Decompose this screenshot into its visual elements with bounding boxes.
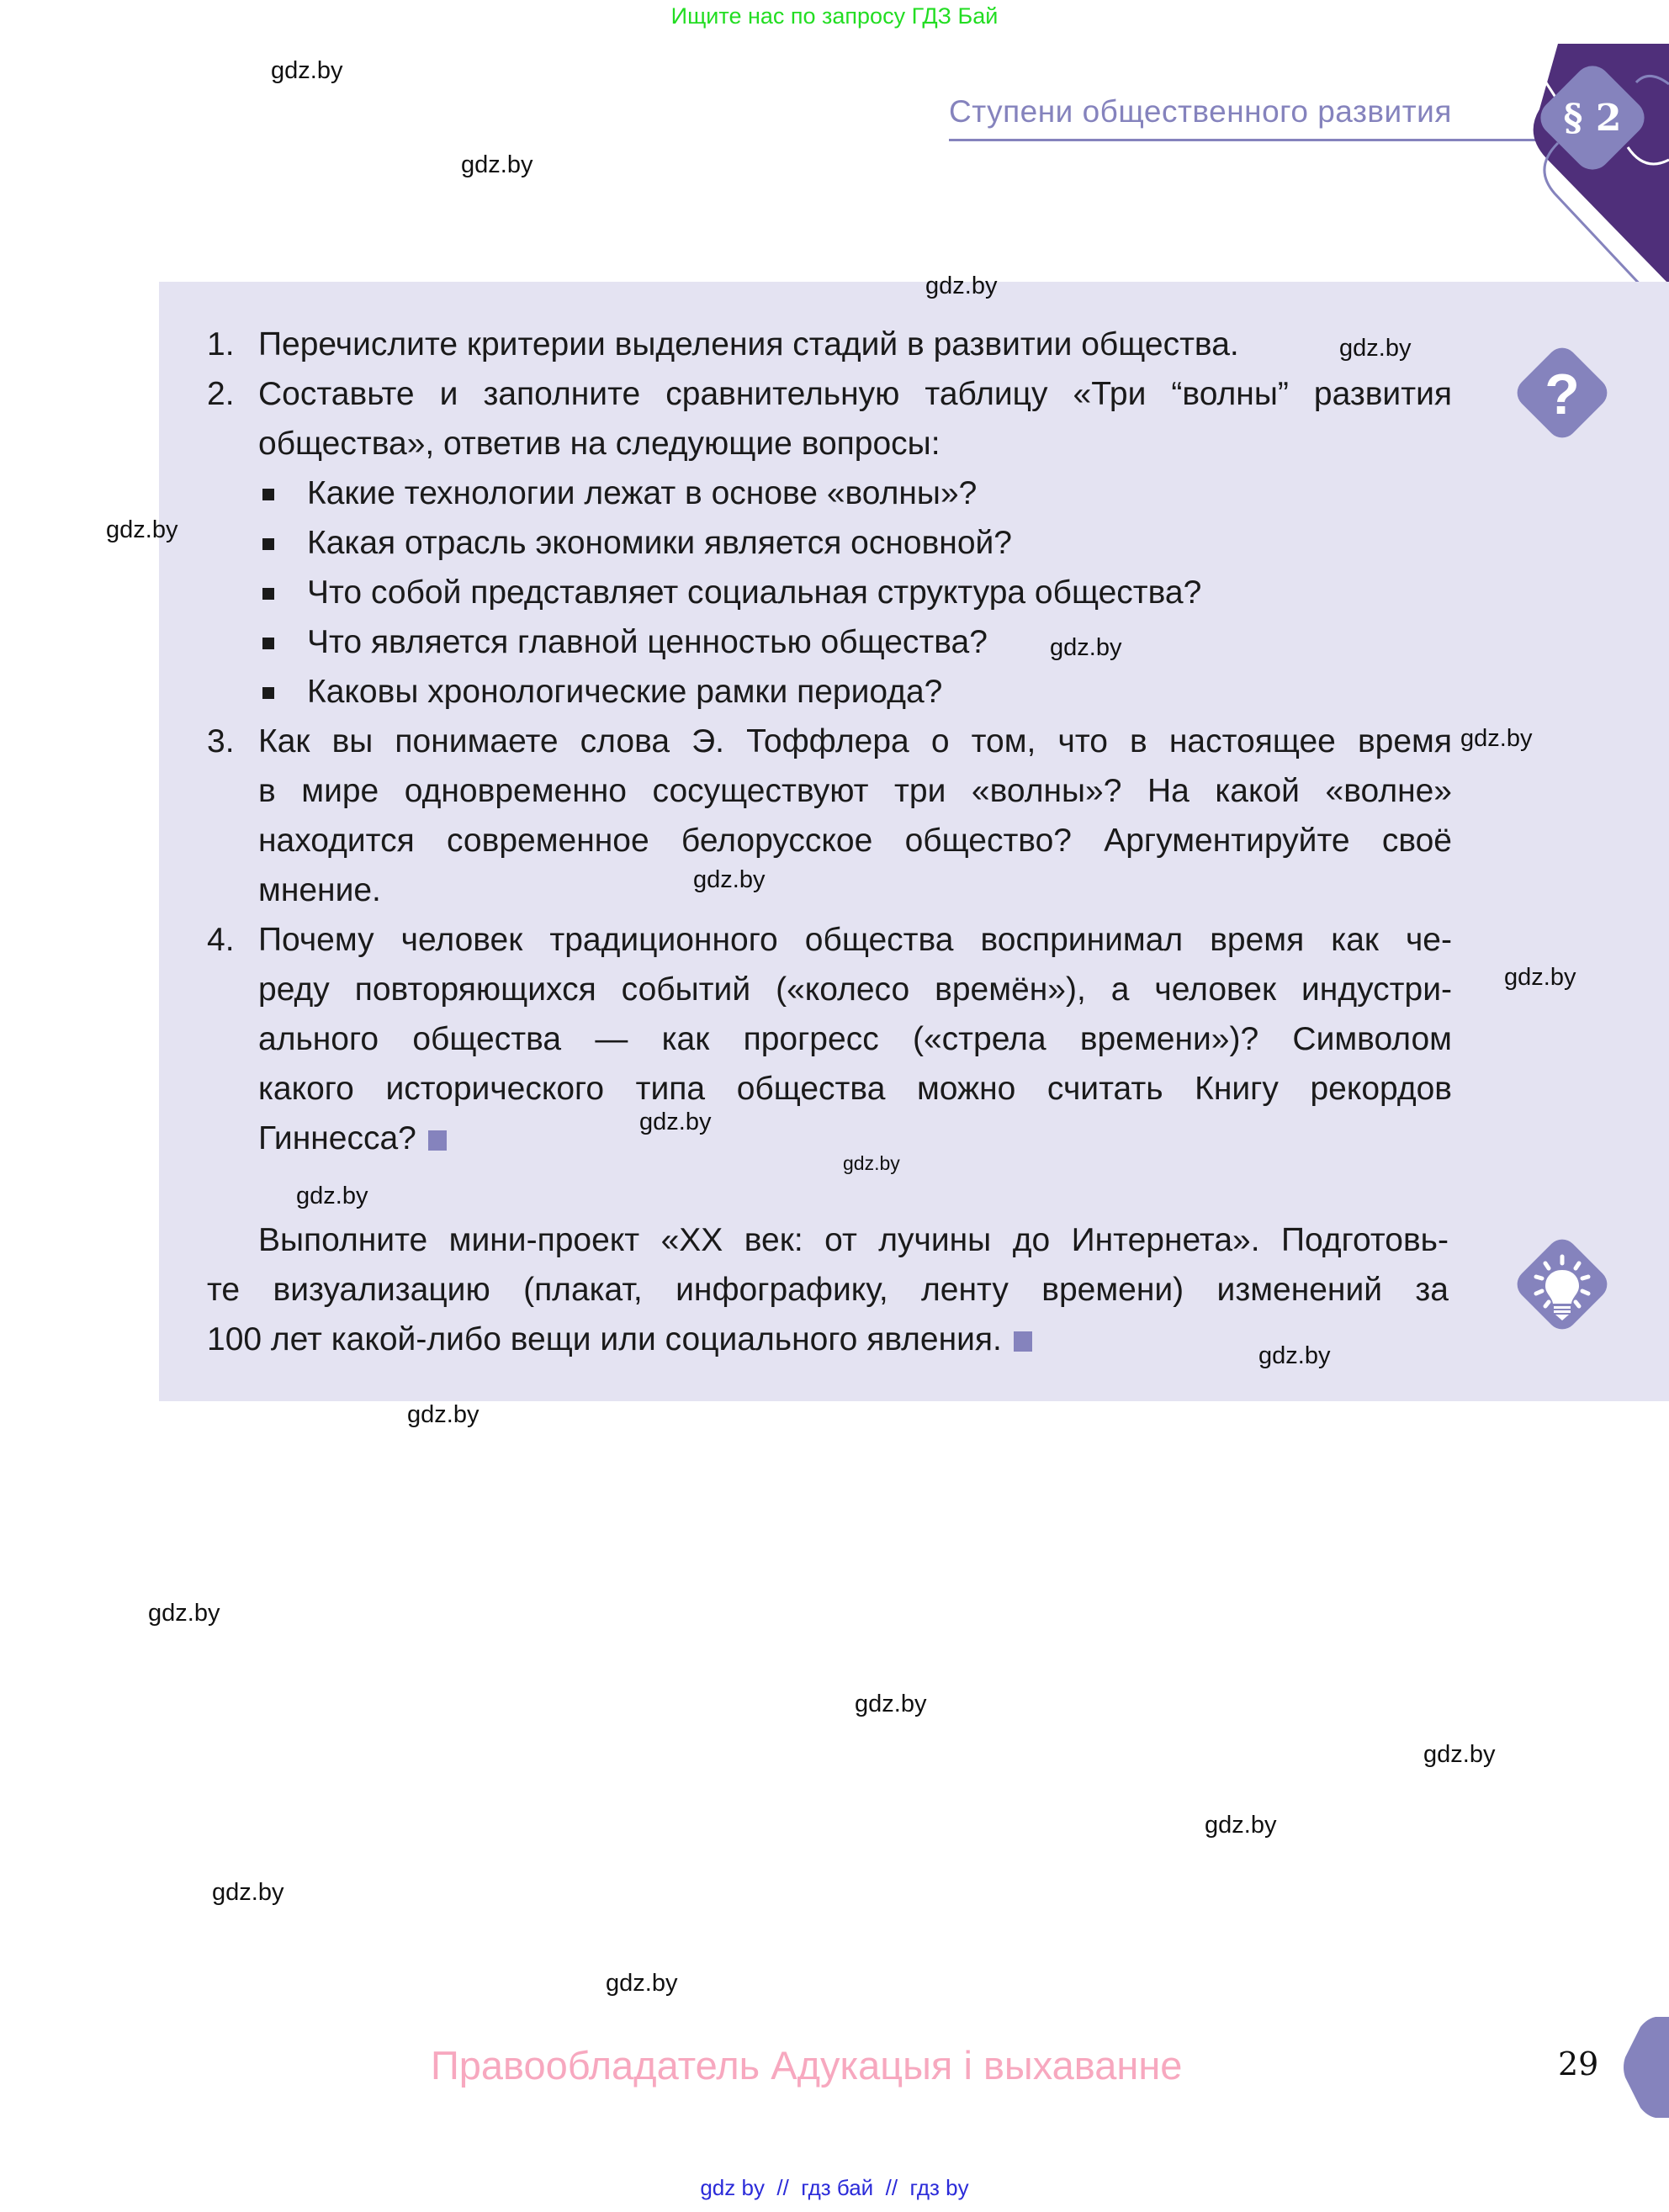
- question-number: 2.: [207, 376, 235, 412]
- watermark: gdz.by: [1205, 1812, 1277, 1839]
- watermark: gdz.by: [1258, 1342, 1331, 1369]
- watermark: gdz.by: [1504, 964, 1576, 991]
- question-text: мнение.: [258, 872, 381, 908]
- bullet-square-icon: [262, 687, 274, 699]
- question-text: общества», ответив на следующие вопросы:: [258, 426, 940, 462]
- question-mark-icon: [1499, 330, 1625, 456]
- project-text: 100 лет какой-либо вещи или социального явления.: [207, 1321, 1002, 1357]
- svg-text:?: ?: [1544, 362, 1580, 426]
- watermark: gdz.by: [461, 151, 533, 178]
- question-4: [207, 915, 1452, 1163]
- question-number: 3.: [207, 723, 235, 759]
- questions-list: [207, 320, 1452, 1163]
- question-3: [207, 717, 1452, 915]
- question-text: находится современное белорусское общество? Аргументируйте своё: [258, 823, 1452, 859]
- question-text: в мире одновременно сосуществуют три «волны»? На какой «волне»: [258, 773, 1452, 809]
- watermark: gdz.by: [925, 273, 998, 299]
- watermark: gdz.by: [606, 1970, 678, 1997]
- question-text: реду повторяющихся событий («колесо времён»), а человек индустри-: [258, 971, 1452, 1008]
- question-2: [207, 369, 1452, 717]
- question-text: Перечислите критерии выделения стадий в развитии общества.: [258, 326, 1239, 362]
- question-text: Составьте и заполните сравнительную таблицу «Три “волны” развития: [258, 376, 1452, 412]
- end-of-section-square-icon: [1014, 1331, 1032, 1352]
- bullet-square-icon: [262, 588, 274, 600]
- watermark: gdz.by: [296, 1183, 368, 1209]
- watermark: gdz.by: [271, 57, 343, 84]
- page-tab-decoration: [1622, 2017, 1669, 2118]
- bullet-item: Что является главной ценностью общества?: [207, 617, 1452, 667]
- watermark: gdz.by: [212, 1879, 284, 1906]
- bullet-square-icon: [262, 538, 274, 550]
- end-of-section-square-icon: [428, 1130, 447, 1151]
- watermark: gdz.by: [639, 1109, 712, 1135]
- watermark: gdz.by: [148, 1600, 220, 1627]
- bottom-links[interactable]: gdz by // гдз бай // гдз by: [700, 2175, 969, 2200]
- question-number: 4.: [207, 922, 235, 958]
- lightbulb-icon: [1499, 1221, 1625, 1347]
- watermark: gdz.by: [1050, 634, 1122, 661]
- question-text: Как вы понимаете слова Э. Тоффлера о том, что в настоящее время: [258, 723, 1452, 759]
- question-text: Гиннесса?: [258, 1120, 416, 1156]
- section-badge-text: § 2: [1563, 97, 1622, 140]
- watermark: gdz.by: [1460, 725, 1533, 752]
- bullet-item: Каковы хронологические рамки периода?: [207, 667, 1452, 717]
- watermark: gdz.by: [1423, 1741, 1496, 1768]
- bullet-item: Какая отрасль экономики является основной?: [207, 518, 1452, 568]
- project-text: те визуализацию (плакат, инфографику, ленту времени) изменений за: [207, 1272, 1449, 1308]
- page-number: 29: [1558, 2045, 1599, 2082]
- section-corner-decoration: [1464, 34, 1669, 320]
- bullet-item: Какие технологии лежат в основе «волны»?: [207, 468, 1452, 518]
- bullet-square-icon: [262, 638, 274, 649]
- watermark: gdz.by: [1339, 335, 1412, 362]
- bullet-square-icon: [262, 489, 274, 500]
- watermark: gdz.by: [106, 516, 178, 543]
- watermark: gdz.by: [407, 1401, 480, 1428]
- promo-banner: Ищите нас по запросу ГДЗ Бай: [670, 3, 999, 29]
- bullet-item: Что собой представляет социальная структура общества?: [207, 568, 1452, 617]
- running-header-title: Ступени общественного развития: [949, 94, 1452, 129]
- watermark: gdz.by: [693, 866, 766, 893]
- question-1: [207, 320, 1452, 369]
- question-number: 1.: [207, 326, 235, 362]
- copyright-notice: Правообладатель Адукацыя і выхаванне: [431, 2043, 1183, 2088]
- question-text: Почему человек традиционного общества воспринимал время как че-: [258, 922, 1452, 958]
- watermark: gdz.by: [843, 1152, 900, 1174]
- question-text: какого исторического типа общества можно считать Книгу рекордов: [258, 1071, 1452, 1107]
- watermark: gdz.by: [855, 1691, 927, 1717]
- question-text: ального общества — как прогресс («стрела времени»)? Символом: [258, 1021, 1452, 1057]
- project-text: Выполните мини-проект «XX век: от лучины до Интернета». Подготовь-: [258, 1222, 1449, 1258]
